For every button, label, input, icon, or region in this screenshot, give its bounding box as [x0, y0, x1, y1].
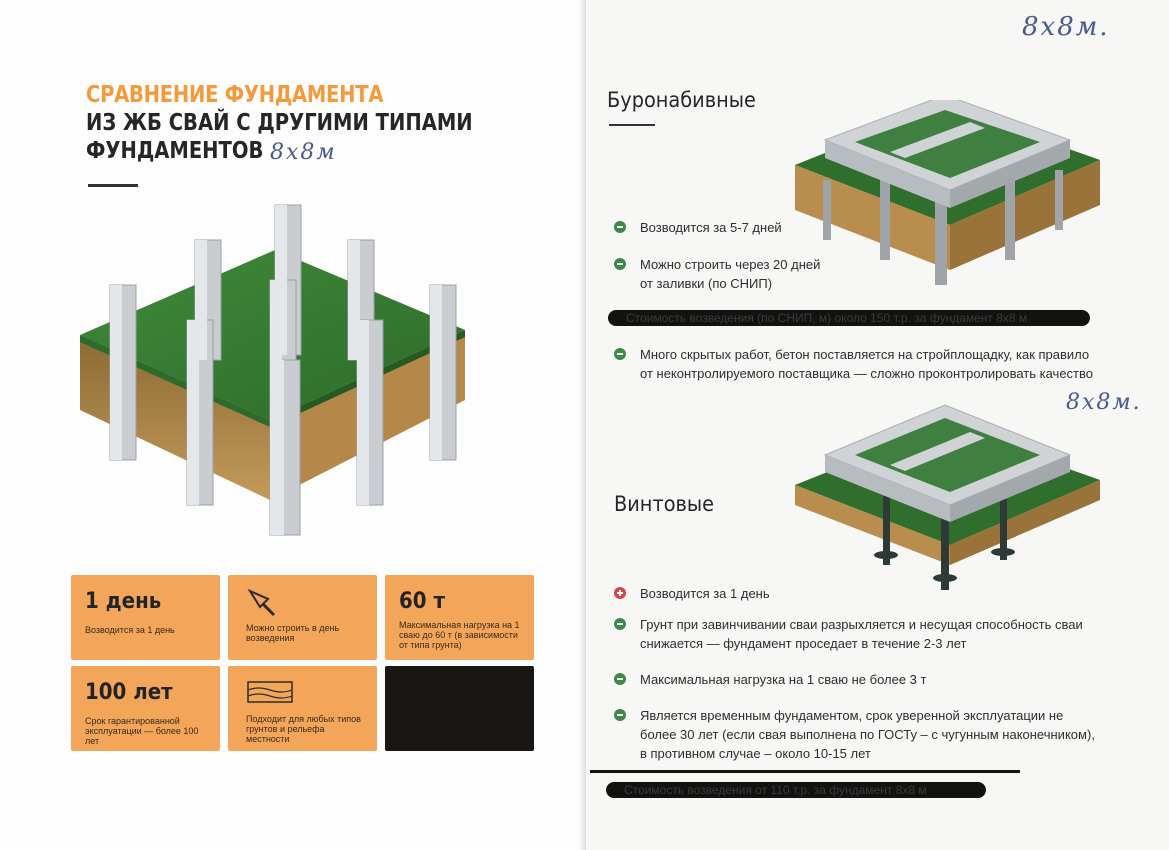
- tile-big-text: 1 день: [85, 589, 162, 614]
- struck-out-cost-line: [606, 782, 986, 798]
- minus-bullet-icon: [614, 258, 626, 270]
- tile-any-soil: [228, 666, 377, 751]
- bullet-text: Можно строить через 20 дней: [640, 257, 821, 272]
- tile-60t: [385, 575, 534, 660]
- minus-bullet-icon: [614, 709, 626, 721]
- bullet-text: Является временным фундаментом, срок уверенной эксплуатации не: [640, 708, 1064, 723]
- bullet-text: снижается — фундамент проседает в течение 2-3 лет: [640, 636, 967, 651]
- minus-bullet-icon: [614, 673, 626, 685]
- pile-foundation-illustration: [60, 195, 530, 550]
- struck-text: Стоимость возведения от 110 т.р. за фундамент 8х8 м: [624, 783, 927, 797]
- bullet-text: Много скрытых работ, бетон поставляется на стройплощадку, как правило: [640, 347, 1090, 362]
- tile-big-text: 60 т: [399, 589, 445, 614]
- section-heading-screw: Винтовые: [614, 492, 715, 516]
- tile-build-same-day: [228, 575, 377, 660]
- tile-small-text: Максимальная нагрузка на 1 сваю до 60 т (в зависимости от типа грунта): [399, 620, 520, 650]
- tile-1-day: [71, 575, 220, 660]
- tile-small-text: Срок гарантированной эксплуатации — более 100 лет: [85, 716, 199, 746]
- handwritten-note-mid: 8х8м.: [1066, 390, 1142, 415]
- title-underline: [88, 184, 138, 187]
- bullet-text: более 30 лет (если свая выполнена по ГОСТу – с чугунным наконечником),: [640, 727, 1095, 742]
- scribble-line: [590, 770, 1020, 773]
- tile-100-years: [71, 666, 220, 751]
- heading-underline: [609, 124, 655, 126]
- redacted-tile: [385, 666, 534, 751]
- title-line-2: ИЗ ЖБ СВАЙ С ДРУГИМИ ТИПАМИ: [86, 110, 473, 136]
- plus-bullet-icon: [614, 587, 626, 599]
- trowel-icon: [246, 587, 280, 621]
- bullet-text: от заливки (по СНИП): [640, 276, 773, 291]
- soil-layers-icon: [246, 678, 294, 706]
- struck-out-cost-line: [608, 310, 1090, 326]
- bored-pile-foundation-illustration: [795, 100, 1105, 290]
- handwritten-note: 8х8м: [270, 140, 337, 165]
- title-line-3: ФУНДАМЕНТОВ: [86, 138, 264, 164]
- struck-text: Стоимость возведения (по СНИП, м) около 150 т.р. за фундамент 8х8 м: [626, 311, 1028, 325]
- handwritten-note-top: 8х8м.: [1022, 12, 1110, 42]
- screw-pile-foundation-illustration: [795, 400, 1105, 595]
- bullet-text: Возводится за 5-7 дней: [640, 220, 782, 235]
- minus-bullet-icon: [614, 221, 626, 233]
- left-page: [0, 0, 584, 850]
- bullet-text: Возводится за 1 день: [640, 586, 770, 601]
- bullet-text: Грунт при завинчивании сваи разрыхляется и несущая способность сваи: [640, 617, 1083, 632]
- tile-small-text: Подходит для любых типов грунтов и рельефа местности: [246, 714, 361, 744]
- bullet-text: Максимальная нагрузка на 1 сваю не более 3 т: [640, 672, 927, 687]
- tile-big-text: 100 лет: [85, 680, 173, 705]
- tile-small-text: Можно строить в день возведения: [246, 623, 340, 643]
- bullet-text: в противном случае – около 10-15 лет: [640, 746, 871, 761]
- minus-bullet-icon: [614, 618, 626, 630]
- section-heading-bored: Буронабивные: [607, 88, 756, 112]
- title-line-1: СРАВНЕНИЕ ФУНДАМЕНТА: [86, 82, 384, 108]
- tile-small-text: Возводится за 1 день: [85, 625, 175, 635]
- minus-bullet-icon: [614, 348, 626, 360]
- bullet-text: от неконтролируемого поставщика — сложно проконтролировать качество: [640, 366, 1093, 381]
